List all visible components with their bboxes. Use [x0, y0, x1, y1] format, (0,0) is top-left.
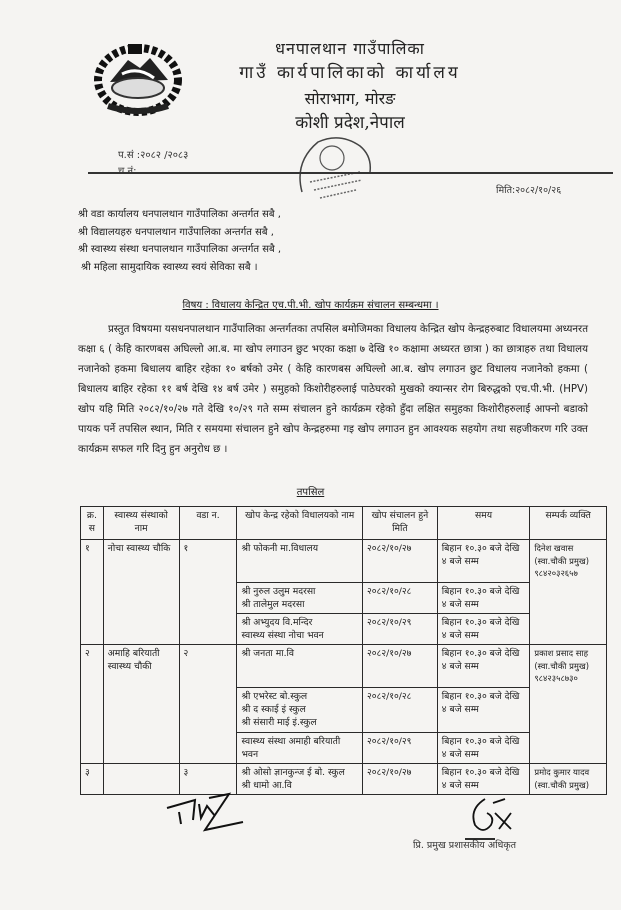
cell-date-line: २०८२/१०/२९	[367, 736, 412, 747]
cell-time	[437, 764, 530, 795]
header-time: समय	[437, 507, 530, 540]
header-school: खोप केन्द्र रहेको विधालयको नाम	[237, 507, 363, 540]
cell-institution	[103, 645, 179, 764]
table-header-row	[81, 507, 607, 540]
header-sn: क्र. स	[81, 507, 104, 540]
cell-contact-line: प्रकाश प्रसाद साह	[534, 648, 589, 658]
cell-date	[363, 540, 438, 583]
cell-time	[437, 583, 530, 614]
cell-school-line: श्री जनता मा.वि	[241, 648, 295, 659]
cell-ward-line: ३	[183, 767, 189, 778]
cell-school-line: स्वास्थ्य संस्था अमाही बरियाती भवन	[241, 736, 341, 760]
cell-time-line: बिहान १०.३० बजे देखि	[441, 543, 520, 554]
cell-sn	[81, 540, 104, 645]
cell-time-line: बिहान १०.३० बजे देखि	[441, 691, 520, 702]
recipients-list	[78, 206, 281, 276]
cell-time	[437, 614, 530, 645]
header-ward: वडा न.	[179, 507, 237, 540]
cell-school-line: श्री फोकनी मा.विधालय	[241, 543, 319, 554]
cell-date	[363, 583, 438, 614]
cell-school	[237, 583, 363, 614]
cell-contact-line: प्रमोद कुमार यादव	[534, 767, 590, 777]
reference-block	[118, 148, 188, 180]
recipient: श्री महिला सामुदायिक स्वास्थ्य स्वयं सेविका सबै ।	[81, 261, 258, 273]
cell-sn-line: १	[85, 543, 90, 554]
cell-school	[237, 614, 363, 645]
cell-date-line: २०८२/१०/२८	[367, 586, 412, 597]
office-address: सोराभाग, मोरङ	[304, 89, 396, 108]
nepal-emblem-icon	[88, 38, 188, 118]
cell-school-line: श्री तालेमुल मदरसा	[241, 599, 305, 610]
cell-institution-line: नोचा स्वास्थ्य चौकि	[107, 543, 171, 554]
letterhead	[200, 36, 500, 136]
cell-date-line: २०८२/१०/२९	[367, 617, 412, 628]
header-institution: स्वास्थ्य संस्थाको नाम	[103, 507, 179, 540]
cell-date	[363, 764, 438, 795]
recipient: श्री स्वास्थ्य संस्था धनपालथान गाउँपालिका अन्तर्गत सबै ,	[78, 244, 282, 255]
cell-ward-line: २	[183, 648, 189, 659]
cell-time-line: बिहान १०.३० बजे देखि	[441, 586, 520, 597]
cell-school-line: श्री अभ्युदय वि.मन्दिर	[241, 617, 313, 628]
subject-line	[0, 297, 621, 311]
cell-sn	[81, 645, 104, 764]
cell-school	[237, 540, 363, 583]
recipient: श्री वडा कार्यालय धनपालथान गाउँपालिका अन्तर्गत सबै ,	[78, 209, 281, 220]
cell-time-line: ४ बजे सम्म	[441, 556, 479, 567]
cell-time-line: बिहान १०.३० बजे देखि	[441, 767, 520, 778]
cell-date	[363, 733, 438, 764]
cell-time-line: ४ बजे सम्म	[441, 661, 479, 672]
cell-contact-line: दिनेश खवास	[534, 543, 574, 553]
recipient: श्री विद्यालयहरु धनपालथान गाउँपालिका अन्तर्गत सबै ,	[78, 226, 274, 238]
cell-time-line: ४ बजे सम्म	[441, 704, 479, 715]
cell-institution	[103, 540, 179, 645]
cell-date	[363, 688, 438, 733]
cell-time-line: ४ बजे सम्म	[441, 749, 479, 760]
cell-contact-line: ९८४२३५८७३०	[534, 673, 578, 683]
cell-date	[363, 645, 438, 688]
body-paragraph: प्रस्तुत विषयमा यसधनपालथान गाउँपालिका अन्तर्गतका तपसिल बमोजिमका विधालय केन्द्रित खोप केन्द्रहरुबाट विधालयमा अध्यनरत कक्षा ६ ( केहि कारणबस अघिल्लो आ.ब. मा खोप लगाउन छुट भएका कक्षा ७ देखि १० कक्षामा अध्यरत छात्रा ) का छात्राहरु तथा विधालय नजानेको हकमा बिधालय बाहिर रहेका १० बर्षको उमेर ( केहि कारणबस अघिल्लो आ.ब. खोप लगाउन छुट विधालय नजानेको हकमा ( बिधालय बाहिर रहेका ११ बर्ष देखि १४ बर्ष उमेर ) समुहको किशोरीहरुलाई पाठेघरको मुखको क्यान्सर रोग बिरुद्धको एच.पी.भी. (HPV) खोप यहि मिति २०८२/१०/२७ गते देखि १०/२९ गते सम्म संचालन हुने कार्यक्रम रहेको हुँदा लक्षित समुहका किशोरीहरुलाई आफ्नो बडाको पायक पर्ने तपसिल स्थान, मिति र समयमा संचालन हुने खोप केन्द्रहरुमा गइ खोप लगाउन हुन आवश्यक सहयोग तथा सहजीकरण गरि उक्त कार्यक्रम सफल गरि दिनु हुन अनुरोध छ ।	[78, 324, 588, 455]
cell-sn-line: ३	[85, 767, 90, 778]
cell-school-line: स्वास्थ्य संस्था नोचा भवन	[241, 630, 324, 641]
cell-date-line: २०८२/१०/२७	[367, 648, 412, 659]
cell-contact	[530, 645, 607, 764]
cell-contact	[530, 540, 607, 645]
cell-school	[237, 688, 363, 733]
cell-date-line: २०८२/१०/२७	[367, 767, 412, 778]
cell-contact	[530, 764, 607, 795]
cell-school	[237, 733, 363, 764]
table-row	[81, 540, 607, 583]
cell-school	[237, 645, 363, 688]
cell-ward	[179, 540, 237, 645]
cell-time	[437, 645, 530, 688]
cell-institution-line: अमाहि बरियाती स्वास्थ्य चौकी	[107, 648, 160, 672]
cell-contact-line: (स्वा.चौकी प्रमुख)	[534, 660, 589, 671]
header-contact: सम्पर्क व्यक्ति	[530, 507, 607, 540]
cell-sn-line: २	[85, 648, 90, 659]
cell-school-line: श्री नुरुल उलुम मदरसा	[241, 586, 316, 597]
cell-contact-line: ९८४२०३२६५७	[534, 568, 578, 578]
cell-time-line: बिहान १०.३० बजे देखि	[441, 648, 520, 659]
municipality-name: धनपालथान गाउँपालिका	[275, 39, 425, 58]
cell-ward	[179, 645, 237, 764]
table-row	[81, 764, 607, 795]
office-name: गाउँ कार्यपालिकाको कार्यालय	[239, 63, 461, 83]
cell-school-line: श्री संसारी माई इं.स्कुल	[241, 717, 317, 728]
cell-time	[437, 688, 530, 733]
cell-school-line: श्री एभरेस्ट बो.स्कुल	[241, 691, 308, 702]
signature-left-icon	[165, 790, 245, 840]
signatory-title: प्रि. प्रमुख प्रशासकीय अधिकृत	[413, 840, 517, 851]
header-date: खोप संचालन हुने मिति	[363, 507, 438, 540]
cell-contact-line: (स्वा.चौकी प्रमुख)	[534, 779, 589, 790]
header-divider	[88, 172, 613, 174]
cell-school-line: श्री ओसो ज्ञानकुन्ज ई बो. स्कुल	[241, 767, 345, 778]
schedule-title-text: तपसिल	[296, 487, 325, 498]
cell-time-line: बिहान १०.३० बजे देखि	[441, 736, 520, 747]
cell-time	[437, 733, 530, 764]
cell-time-line: ४ बजे सम्म	[441, 599, 479, 610]
cell-school-line: श्री द स्काई इं स्कुल	[241, 704, 306, 715]
letter-date: मिति:२०८२/१०/२६	[496, 185, 562, 196]
cell-date-line: २०८२/१०/२८	[367, 691, 412, 702]
cell-time-line: ४ बजे सम्म	[441, 630, 479, 641]
letter-number: प.सं :२०८२ /२०८३	[118, 150, 189, 161]
cell-time-line: बिहान १०.३० बजे देखि	[441, 617, 520, 628]
vaccination-schedule-table	[80, 506, 607, 795]
cell-sn	[81, 764, 104, 795]
subject-text: विषय : विधालय केन्द्रित एच.पी.भी. खोप कार्यक्रम संचालन सम्बन्धमा ।	[182, 300, 439, 311]
cell-date-line: २०८२/१०/२७	[367, 543, 412, 554]
province-country: कोशी प्रदेश,नेपाल	[295, 113, 405, 133]
cell-date	[363, 614, 438, 645]
table-row	[81, 645, 607, 688]
cell-school	[237, 764, 363, 795]
cell-contact-line: (स्वा.चौकी प्रमुख)	[534, 555, 589, 566]
cell-time-line: ४ बजे सम्म	[441, 780, 479, 791]
cell-school-line: श्री धामो आ.वि	[241, 780, 292, 791]
schedule-title	[0, 484, 621, 498]
cell-ward-line: १	[183, 543, 189, 554]
cell-time	[437, 540, 530, 583]
